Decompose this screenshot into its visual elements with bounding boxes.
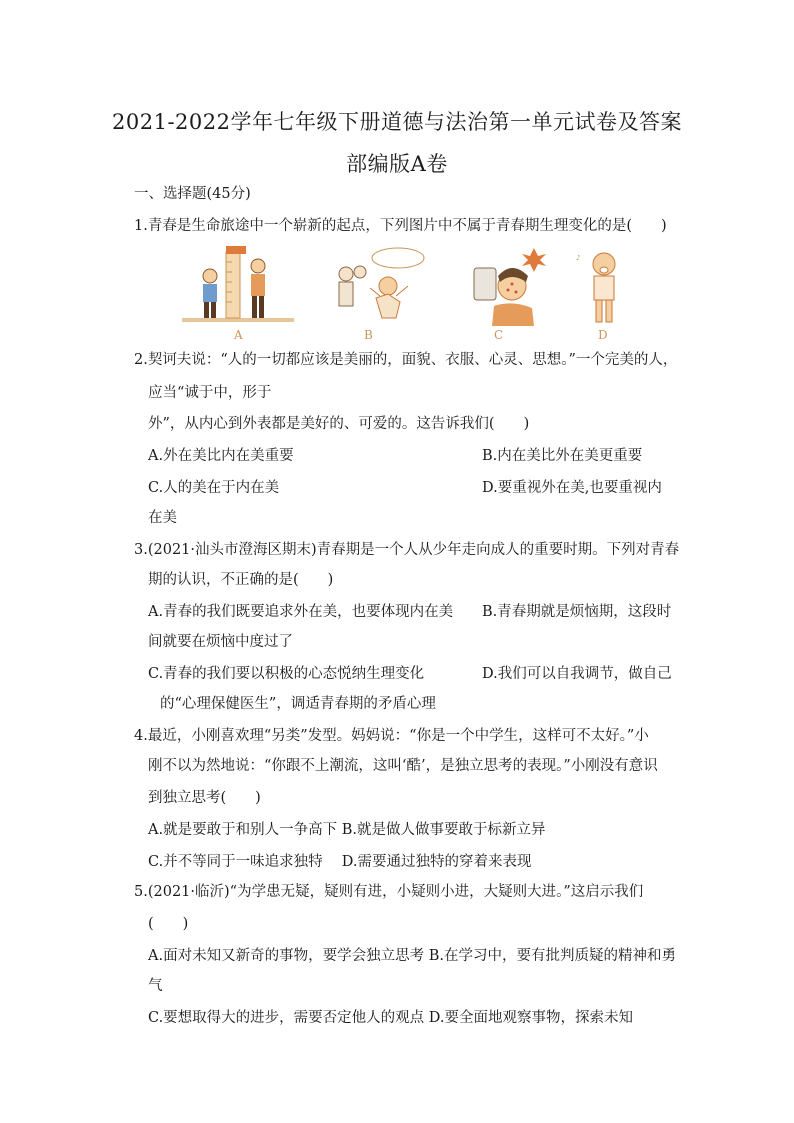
- figure-d-label: D: [598, 328, 608, 342]
- height-measure-figure-icon: [182, 246, 294, 326]
- figure-b-label: B: [364, 328, 373, 342]
- question-3-stem-line1: 3.(2021·汕头市澄海区期末)青春期是一个人从少年走向成人的重要时期。下列对青春: [134, 542, 680, 558]
- question-5-options-ab-cont: 气: [148, 978, 163, 994]
- question-5-stem-line2: ( ): [148, 916, 189, 932]
- question-2-option-d-cont: 在美: [148, 510, 177, 526]
- question-3-option-d-cont: 的“心理保健医生”，调适青春期的矛盾心理: [160, 696, 436, 712]
- rebellious-teen-figure-icon: [326, 246, 426, 326]
- figure-b: [326, 246, 426, 346]
- question-3-option-b: B.青春期就是烦恼期，这段时: [482, 604, 672, 620]
- page-subtitle: 部编版A卷: [346, 152, 448, 176]
- question-3-option-d: D.我们可以自我调节，做自己: [482, 666, 672, 682]
- question-3-option-c: C.青春的我们要以积极的心态悦纳生理变化: [148, 666, 425, 682]
- question-2-stem-line3: 外”，从内心到外表都是美好的、可爱的。这告诉我们( ): [148, 416, 530, 432]
- question-2-option-b: B.内在美比外在美更重要: [482, 448, 643, 464]
- section-heading: 一、选择题(45分): [134, 186, 251, 202]
- page-title: 2021-2022学年七年级下册道德与法治第一单元试卷及答案: [112, 110, 682, 134]
- question-2-option-d: D.要重视外在美,也要重视内: [482, 480, 662, 496]
- question-1-figures: [182, 246, 642, 346]
- figure-a: [182, 246, 294, 346]
- question-2-stem-line1: 2.契诃夫说：“人的一切都应该是美丽的，面貌、衣服、心灵、思想。”一个完美的人，: [134, 352, 678, 368]
- question-3-stem-line2: 期的认识，不正确的是( ): [148, 572, 334, 588]
- svg-text:♪: ♪: [576, 254, 581, 262]
- figure-c-label: C: [494, 328, 504, 342]
- question-2-option-a: A.外在美比内在美重要: [148, 448, 294, 464]
- question-4-stem-line1: 4.最近，小刚喜欢理“另类”发型。妈妈说：“你是一个中学生，这样可不太好。”小: [134, 728, 649, 744]
- question-5-stem-line1: 5.(2021·临沂)“为学患无疑，疑则有进，小疑则小进，大疑则大进。”这启示我们: [134, 884, 644, 900]
- figure-a-label: A: [234, 328, 243, 342]
- question-1-stem: 1.青春是生命旅途中一个崭新的起点，下列图片中不属于青春期生理变化的是( ): [134, 218, 667, 234]
- question-4-options-cd: C.并不等同于一味追求独特 D.需要通过独特的穿着来表现: [148, 854, 532, 870]
- question-4-stem-line3: 到独立思考( ): [148, 790, 261, 806]
- question-4-options-ab: A.就是要敢于和别人一争高下 B.就是做人做事要敢于标新立异: [148, 822, 546, 838]
- question-2-stem-line2: 应当“诚于中，形于: [148, 385, 272, 401]
- question-3-option-b-cont: 间就要在烦恼中度过了: [148, 634, 293, 650]
- question-4-stem-line2: 刚不以为然地说：“你跟不上潮流，这叫‘酷’，是独立思考的表现。”小刚没有意识: [148, 758, 658, 774]
- question-2-option-c: C.人的美在于内在美: [148, 480, 280, 496]
- question-3-option-a: A.青春的我们既要追求外在美，也要体现内在美: [148, 604, 454, 620]
- figure-d: [574, 246, 638, 346]
- figure-c: [454, 246, 550, 346]
- acne-mirror-figure-icon: [454, 246, 550, 326]
- question-5-options-cd: C.要想取得大的进步，需要否定他人的观点 D.要全面地观察事物，探索未知: [148, 1010, 634, 1026]
- voice-change-figure-icon: [574, 246, 638, 326]
- question-5-options-ab: A.面对未知又新奇的事物，要学会独立思考 B.在学习中，要有批判质疑的精神和勇: [148, 948, 676, 964]
